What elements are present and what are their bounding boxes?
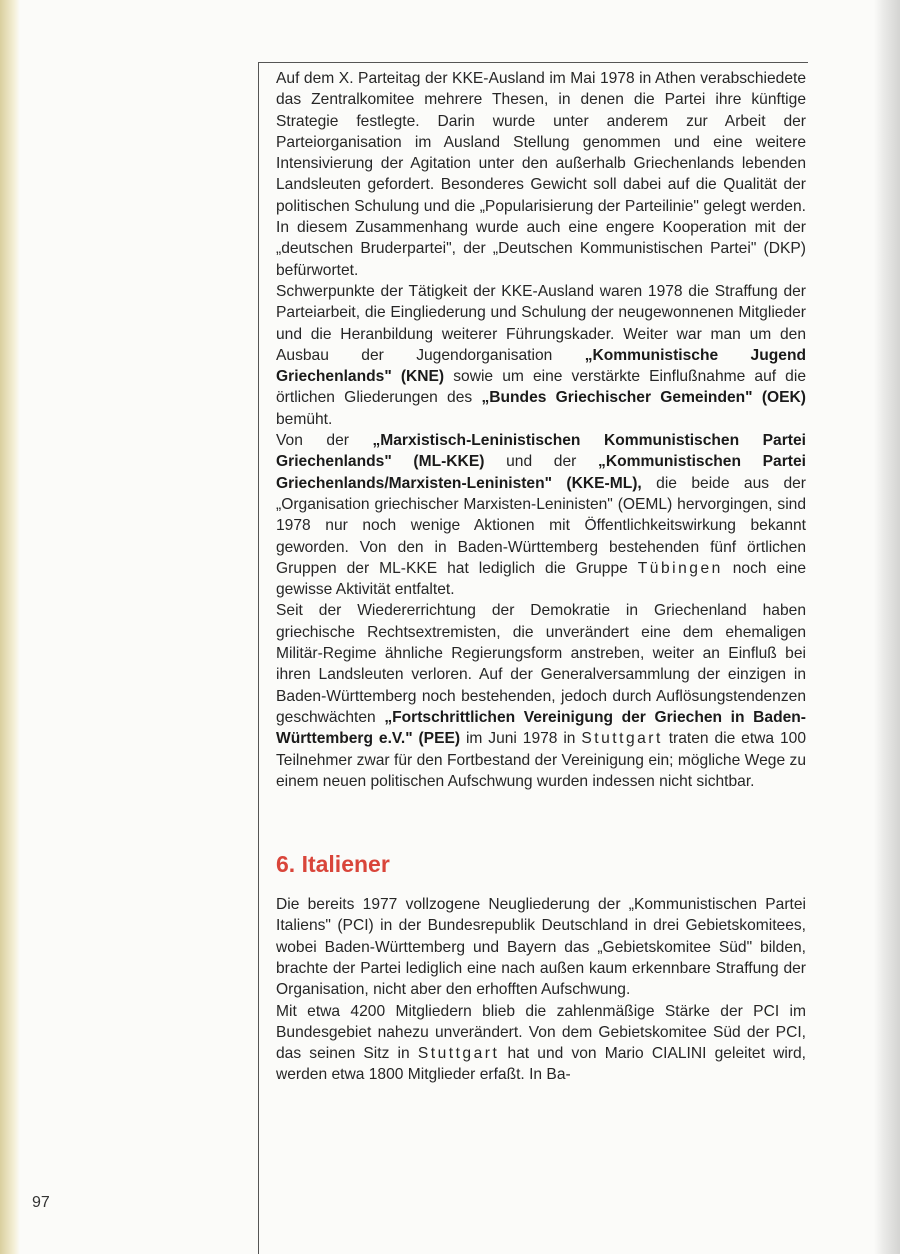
page-edge-shadow [874, 0, 900, 1254]
text-run: bemüht. [276, 410, 333, 428]
top-rule [258, 62, 808, 63]
page-number: 97 [32, 1194, 50, 1211]
paragraph [276, 430, 806, 600]
text-run: im Juni 1978 in [460, 730, 582, 748]
paragraph [276, 894, 806, 1000]
italian-section-body [276, 894, 806, 1086]
margin-rule [258, 62, 259, 1254]
text-run: Auf dem X. Parteitag der KKE-Ausland im Mai 1978 in Athen verabschiedete das Zentralkomitee mehrere Thesen, in denen die Partei ihre künftige Strategie festlegte. Darin wurde unter anderem zur Arbeit der Parteiorganisation im Ausland Stellung genommen und eine weitere Intensivierung der Agitation unter den außerhalb Griechenlands lebenden Landsleuten gefordert. Besonderes Gewicht soll dabei auf die Qualität der politischen Schulung und die „Popularisierung der Parteilinie" gelegt werden. In diesem Zusammenhang wurde auch eine engere Kooperation mit der „deutschen Bruderpartei", der „Deutschen Kommunistischen Partei" (DKP) befürwortet. [276, 70, 806, 279]
paragraph [276, 281, 806, 430]
text-run: hat und von Mario CIALINI geleitet wird, werden etwa 1800 Mitglieder erfaßt. In Ba- [276, 1045, 806, 1084]
bold-organization-name: „Fortschrittlichen Vereinigung der Griechen in Baden-Württemberg e.V." (PEE) [276, 708, 806, 748]
text-run: und der [484, 453, 599, 471]
bold-organization-name: „Bundes Griechischer Gemeinden" (OEK) [481, 389, 806, 407]
text-run: Seit der Wiedererrichtung der Demokratie in Griechenland haben griechische Rechtsextremisten, die unverändert eine dem ehemaligen Militär-Regime ähnliche Regierungsform anstreben, weiter an Einfluß bei ihren Landsleuten verloren. Auf der Generalversammlung der einzigen in Baden-Württemberg noch bestehenden, jedoch durch Auflösungstendenzen geschwächten [276, 602, 806, 726]
text-run: traten die etwa 100 Teilnehmer zwar für den Fortbestand der Vereinigung ein; mögliche Wege zu einem neuen politischen Aufschwung wurden indessen nicht sichtbar. [276, 730, 806, 790]
section-number: 6. [276, 851, 296, 878]
paragraph [276, 68, 806, 281]
main-text-column [276, 68, 806, 1086]
section-title: Italiener [301, 851, 390, 878]
bold-organization-name: „Marxistisch-Leninistischen Kommunistischen Partei Griechenlands" (ML-KKE) [276, 432, 806, 471]
text-run: noch eine gewisse Aktivität entfaltet. [276, 559, 806, 599]
bold-organization-name: „Kommunistische Jugend Griechenlands" (KNE) [276, 346, 806, 386]
page-binding-shadow [0, 0, 20, 1254]
text-run: Von der [276, 432, 373, 450]
paragraph [276, 1001, 806, 1086]
paragraph [276, 600, 806, 792]
spaced-place-name: Stuttgart [417, 1045, 500, 1063]
text-run: Die bereits 1977 vollzogene Neugliederung der „Kommunistischen Partei Italiens" (PCI) in der Bundesrepublik Deutschland in drei Gebietskomitees, wobei Baden-Württemberg und Bayern das „Gebietskomitee Süd" bilden, brachte der Partei lediglich eine nach außen kaum erkennbare Straffung der Organisation, nicht aber den erhofften Aufschwung. [276, 896, 806, 999]
text-run: die beide aus der „Organisation griechischer Marxisten-Leninisten" (OEML) hervorgingen, sind 1978 nur noch wenige Aktionen mit Öffentlichkeitswirkung bekannt geworden. Von den in Baden-Württemberg bestehenden fünf örtlichen Gruppen der ML-KKE hat lediglich die Gruppe [276, 474, 806, 577]
greek-section-body [276, 68, 806, 792]
spaced-place-name: Stuttgart [581, 730, 663, 748]
section-heading [276, 850, 806, 878]
text-run: sowie um eine verstärkte Einflußnahme auf die örtlichen Gliederungen des [276, 368, 806, 407]
text-run: Mit etwa 4200 Mitgliedern blieb die zahlenmäßige Stärke der PCI im Bundesgebiet nahezu unverändert. Von dem Gebietskomitee Süd der PCI, das seinen Sitz in [276, 1002, 806, 1063]
bold-organization-name: „Kommunistischen Partei Griechenlands/Marxisten-Leninisten" (KKE-ML), [276, 453, 806, 492]
spaced-place-name: Tübingen [637, 559, 723, 577]
text-run: Schwerpunkte der Tätigkeit der KKE-Ausland waren 1978 die Straffung der Parteiarbeit, die Eingliederung und Schulung der neugewonnenen Mitglieder und die Heranbildung weiterer Führungskader. Weiter war man um den Ausbau der Jugendorganisation [276, 282, 806, 364]
